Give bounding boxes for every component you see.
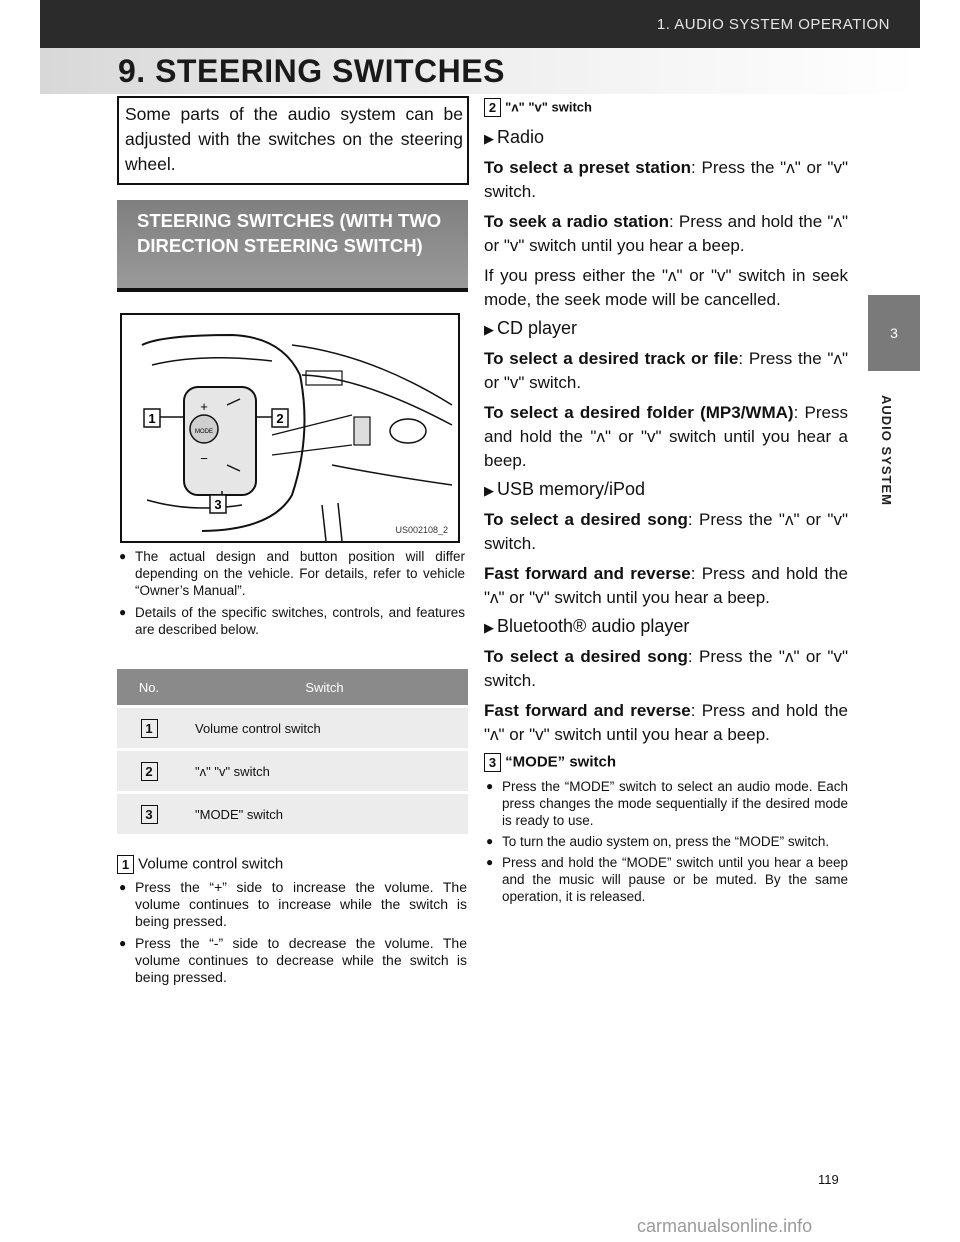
page-number: 119 bbox=[818, 1172, 839, 1187]
updown-heading-text: "ʌ" "v" switch bbox=[505, 99, 592, 115]
row-switch: "ʌ" "v" switch bbox=[181, 751, 468, 791]
note-1: ● The actual design and button position will differ depending on the vehicle. For details, refer to vehicle “Owner’s Manual”. bbox=[117, 548, 465, 599]
usb-ff: Fast forward and reverse: Press and hold the "ʌ" or "v" switch until you hear a beep. bbox=[484, 564, 848, 607]
steering-wheel-illustration bbox=[122, 315, 458, 541]
radio-cancel: If you press either the "ʌ" or "v" switch in seek mode, the seek mode will be cancelled. bbox=[484, 266, 848, 309]
figure-code: US002108_2 bbox=[395, 525, 448, 535]
table-row bbox=[117, 708, 468, 748]
page-title: 9. STEERING SWITCHES bbox=[118, 53, 505, 89]
header-bar bbox=[40, 0, 920, 48]
table-row bbox=[117, 794, 468, 834]
mode-heading bbox=[484, 753, 848, 772]
table-header bbox=[117, 669, 468, 705]
volume-heading-text: Volume control switch bbox=[138, 855, 284, 873]
section-band bbox=[117, 200, 468, 292]
section-title: 1. AUDIO SYSTEM OPERATION bbox=[656, 16, 890, 33]
cd-folder: To select a desired folder (MP3/WMA): Press and hold the "ʌ" or "v" switch until you hear a beep. bbox=[484, 403, 848, 470]
table-row bbox=[117, 751, 468, 791]
switch-table-grid bbox=[117, 666, 468, 837]
switch-table bbox=[117, 666, 468, 837]
radio-label: ▶ Radio bbox=[484, 127, 848, 148]
mode-bullet-1: ● Press the “MODE” switch to select an audio mode. Each press changes the mode sequentially if the desired mode is ready to use. bbox=[484, 778, 848, 829]
header-switch: Switch bbox=[181, 669, 468, 705]
mode-button-label: MODE bbox=[195, 429, 213, 435]
volume-number: 1 bbox=[117, 855, 134, 874]
mode-number: 3 bbox=[484, 753, 501, 772]
updown-heading bbox=[484, 98, 848, 117]
volume-bullet-2: ● Press the “-” side to decrease the volume. The volume continues to decrease while the switch is being pressed. bbox=[117, 935, 467, 986]
row-switch: "MODE" switch bbox=[181, 794, 468, 834]
chapter-label: AUDIO SYSTEM bbox=[879, 395, 894, 506]
radio-seek: To seek a radio station: Press and hold the "ʌ" or "v" switch until you hear a beep. bbox=[484, 212, 849, 255]
row-number: 1 bbox=[141, 719, 158, 738]
mode-bullet-3: ● Press and hold the “MODE” switch until you hear a beep and the music will pause or be muted. By the same operation, it is released. bbox=[484, 854, 848, 905]
note-2: ● Details of the specific switches, controls, and features are described below. bbox=[117, 604, 465, 638]
row-number: 3 bbox=[141, 805, 158, 824]
usb-song: To select a desired song: Press the "ʌ" or "v" switch. bbox=[484, 510, 848, 553]
volume-section bbox=[117, 855, 467, 991]
row-number: 2 bbox=[141, 762, 158, 781]
callout-2: 2 bbox=[276, 411, 284, 426]
steering-figure bbox=[120, 313, 460, 543]
right-column bbox=[484, 98, 848, 909]
section-band-title: STEERING SWITCHES (WITH TWO DIRECTION STEERING SWITCH) bbox=[137, 210, 442, 256]
row-switch: Volume control switch bbox=[181, 708, 468, 748]
notes bbox=[117, 548, 465, 643]
watermark: carmanualsonline.info bbox=[637, 1216, 813, 1236]
volume-heading bbox=[117, 855, 467, 874]
updown-number: 2 bbox=[484, 98, 501, 117]
bt-label: ▶ Bluetooth® audio player bbox=[484, 616, 848, 637]
mode-heading-text: “MODE” switch bbox=[505, 753, 617, 771]
bt-ff: Fast forward and reverse: Press and hold the "ʌ" or "v" switch until you hear a beep. bbox=[484, 701, 848, 744]
intro-box: Some parts of the audio system can be adjusted with the switches on the steering wheel. bbox=[117, 96, 469, 185]
chapter-tab: 3 bbox=[868, 295, 920, 371]
callout-1: 1 bbox=[148, 411, 156, 426]
mode-bullet-2: ● To turn the audio system on, press the “MODE” switch. bbox=[484, 833, 848, 850]
callout-3: 3 bbox=[214, 497, 222, 512]
header-no: No. bbox=[117, 669, 181, 705]
cd-label: ▶ CD player bbox=[484, 318, 848, 339]
usb-label: ▶ USB memory/iPod bbox=[484, 479, 848, 500]
radio-preset: To select a preset station: Press the "ʌ" or "v" switch. bbox=[484, 158, 848, 201]
cd-track: To select a desired track or file: Press the "ʌ" or "v" switch. bbox=[484, 349, 848, 392]
minus-mark: − bbox=[200, 451, 208, 466]
bt-song: To select a desired song: Press the "ʌ" or "v" switch. bbox=[484, 647, 848, 690]
volume-bullet-1: ● Press the “+” side to increase the volume. The volume continues to increase while the switch is being pressed. bbox=[117, 879, 467, 930]
plus-mark: + bbox=[200, 399, 208, 414]
